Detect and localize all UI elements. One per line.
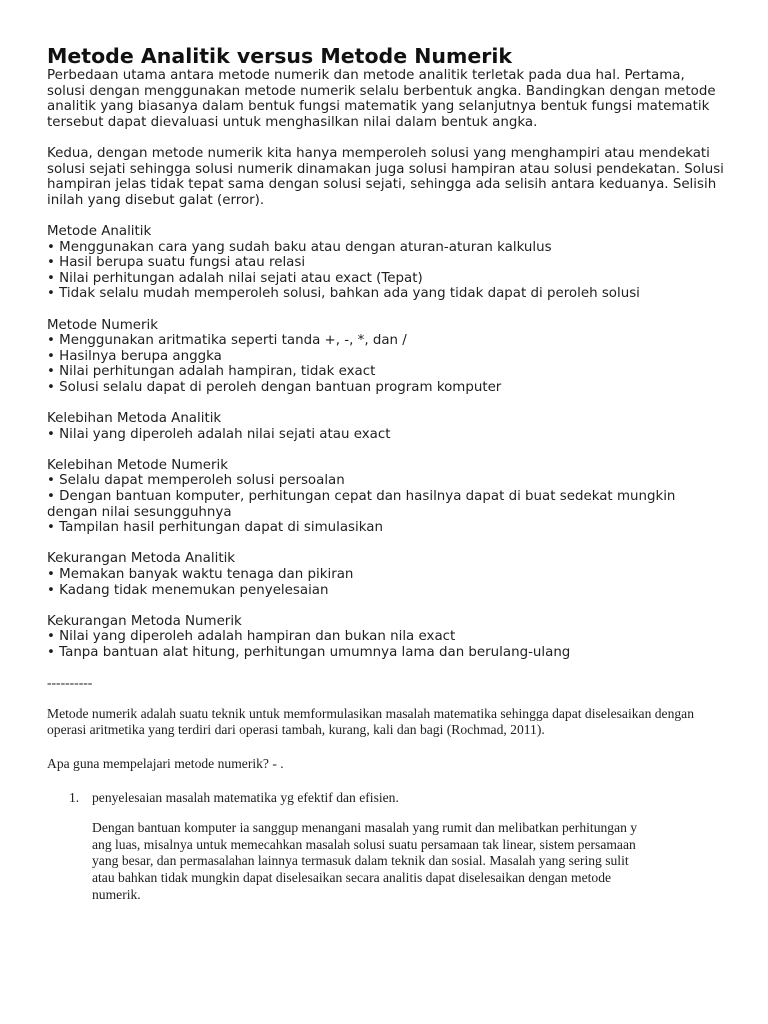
list-item-title: penyelesaian masalah matematika yg efektif dan efisien.: [92, 789, 399, 805]
list-item-body: [47, 820, 717, 903]
page-title: Metode Analitik versus Metode Numerik: [47, 44, 513, 68]
intro-paragraph-2: Kedua, dengan metode numerik kita hanya memperoleh solusi yang menghampiri atau mendekati solusi sejati sehingga solusi numerik dinamakan juga solusi hampiran atau solusi pendekatan. Solusi hampiran jelas tidak tepat sama dengan solusi sejati, sehingga ada selisih antara keduanya. Selisih inilah yang disebut galat (error).: [47, 145, 724, 208]
section-heading: Kekurangan Metoda Analitik: [47, 551, 236, 567]
question-line: Apa guna mempelajari metode numerik? - .: [47, 755, 284, 771]
list-item: • Nilai yang diperoleh adalah nilai sejati atau exact: [47, 426, 391, 442]
numbered-list: [47, 790, 727, 807]
section-kelebihan-numerik: [47, 458, 727, 536]
section-heading: Kelebihan Metoda Analitik: [47, 411, 222, 427]
serif-body: [47, 675, 727, 903]
list-number: 1.: [69, 789, 80, 805]
separator-line: ----------: [47, 675, 93, 691]
body-line: yang besar, dan permasalahan lainnya termasuk dalam teknik dan sosial. Masalah yang sering sulit: [92, 853, 629, 869]
list-item: • Tidak selalu mudah memperoleh solusi, bahkan ada yang tidak dapat di peroleh solusi: [47, 286, 640, 302]
list-item: • Nilai perhitungan adalah hampiran, tidak exact: [47, 364, 376, 380]
document-page: [47, 44, 727, 903]
list-item: • Selalu dapat memperoleh solusi persoalan: [47, 473, 345, 489]
section-heading: Metode Numerik: [47, 317, 158, 333]
list-item: • Memakan banyak waktu tenaga dan pikiran: [47, 567, 354, 582]
list-item: • Tampilan hasil perhitungan dapat di simulasikan: [47, 520, 383, 536]
list-item: • Kadang tidak menemukan penyelesaian: [47, 582, 329, 598]
list-item: • Solusi selalu dapat di peroleh dengan bantuan program komputer: [47, 379, 502, 395]
sans-body: [47, 68, 727, 676]
list-item: • Dengan bantuan komputer, perhitungan cepat dan hasilnya dapat di buat sedekat mungkin dengan nilai sesungguhnya: [47, 489, 676, 520]
list-item: • Menggunakan cara yang sudah baku atau dengan aturan-aturan kalkulus: [47, 239, 552, 255]
section-kekurangan-numerik: [47, 614, 727, 661]
section-metode-analitik: [47, 224, 727, 302]
body-line: numerik.: [92, 886, 141, 902]
definition-paragraph: Metode numerik adalah suatu teknik untuk memformulasikan masalah matematika sehingga dapat diselesaikan dengan operasi aritmetika yang terdiri dari operasi tambah, kurang, kali dan bagi (Rochmad, 2011).: [47, 705, 695, 738]
body-line: atau bahkan tidak mungkin dapat diselesaikan secara analitis dapat diselesaikan dengan metode: [92, 869, 612, 885]
list-item: • Menggunakan aritmatika seperti tanda +, -, *, dan /: [47, 333, 407, 349]
list-item: • Hasil berupa suatu fungsi atau relasi: [47, 255, 306, 271]
intro-paragraph-1: Perbedaan utama antara metode numerik dan metode analitik terletak pada dua hal. Pertama, solusi dengan menggunakan metode numerik selalu berbentuk angka. Bandingkan dengan metode analitik yang biasanya dalam bentuk fungsi matematik yang selanjutnya bentuk fungsi matematik tersebut dapat dievaluasi untuk menghasilkan nilai dalam bentuk angka.: [47, 68, 716, 130]
body-line: Dengan bantuan komputer ia sanggup menangani masalah yang rumit dan melibatkan perhitungan y: [92, 820, 638, 836]
body-line: ang luas, misalnya untuk memecahkan masalah solusi suatu persamaan tak linear, sistem persamaan: [92, 836, 636, 852]
section-heading: Kekurangan Metoda Numerik: [47, 613, 242, 629]
section-metode-numerik: [47, 318, 727, 396]
list-item: • Nilai perhitungan adalah nilai sejati atau exact (Tepat): [47, 270, 423, 286]
list-item: • Nilai yang diperoleh adalah hampiran dan bukan nila exact: [47, 629, 456, 645]
section-heading: Kelebihan Metode Numerik: [47, 457, 228, 473]
section-heading: Metode Analitik: [47, 223, 152, 239]
list-item: [47, 790, 727, 807]
section-kekurangan-analitik: [47, 551, 727, 598]
section-kelebihan-analitik: [47, 411, 727, 442]
list-item: • Tanpa bantuan alat hitung, perhitungan umumnya lama dan berulang-ulang: [47, 644, 571, 660]
list-item: • Hasilnya berupa anggka: [47, 348, 222, 364]
